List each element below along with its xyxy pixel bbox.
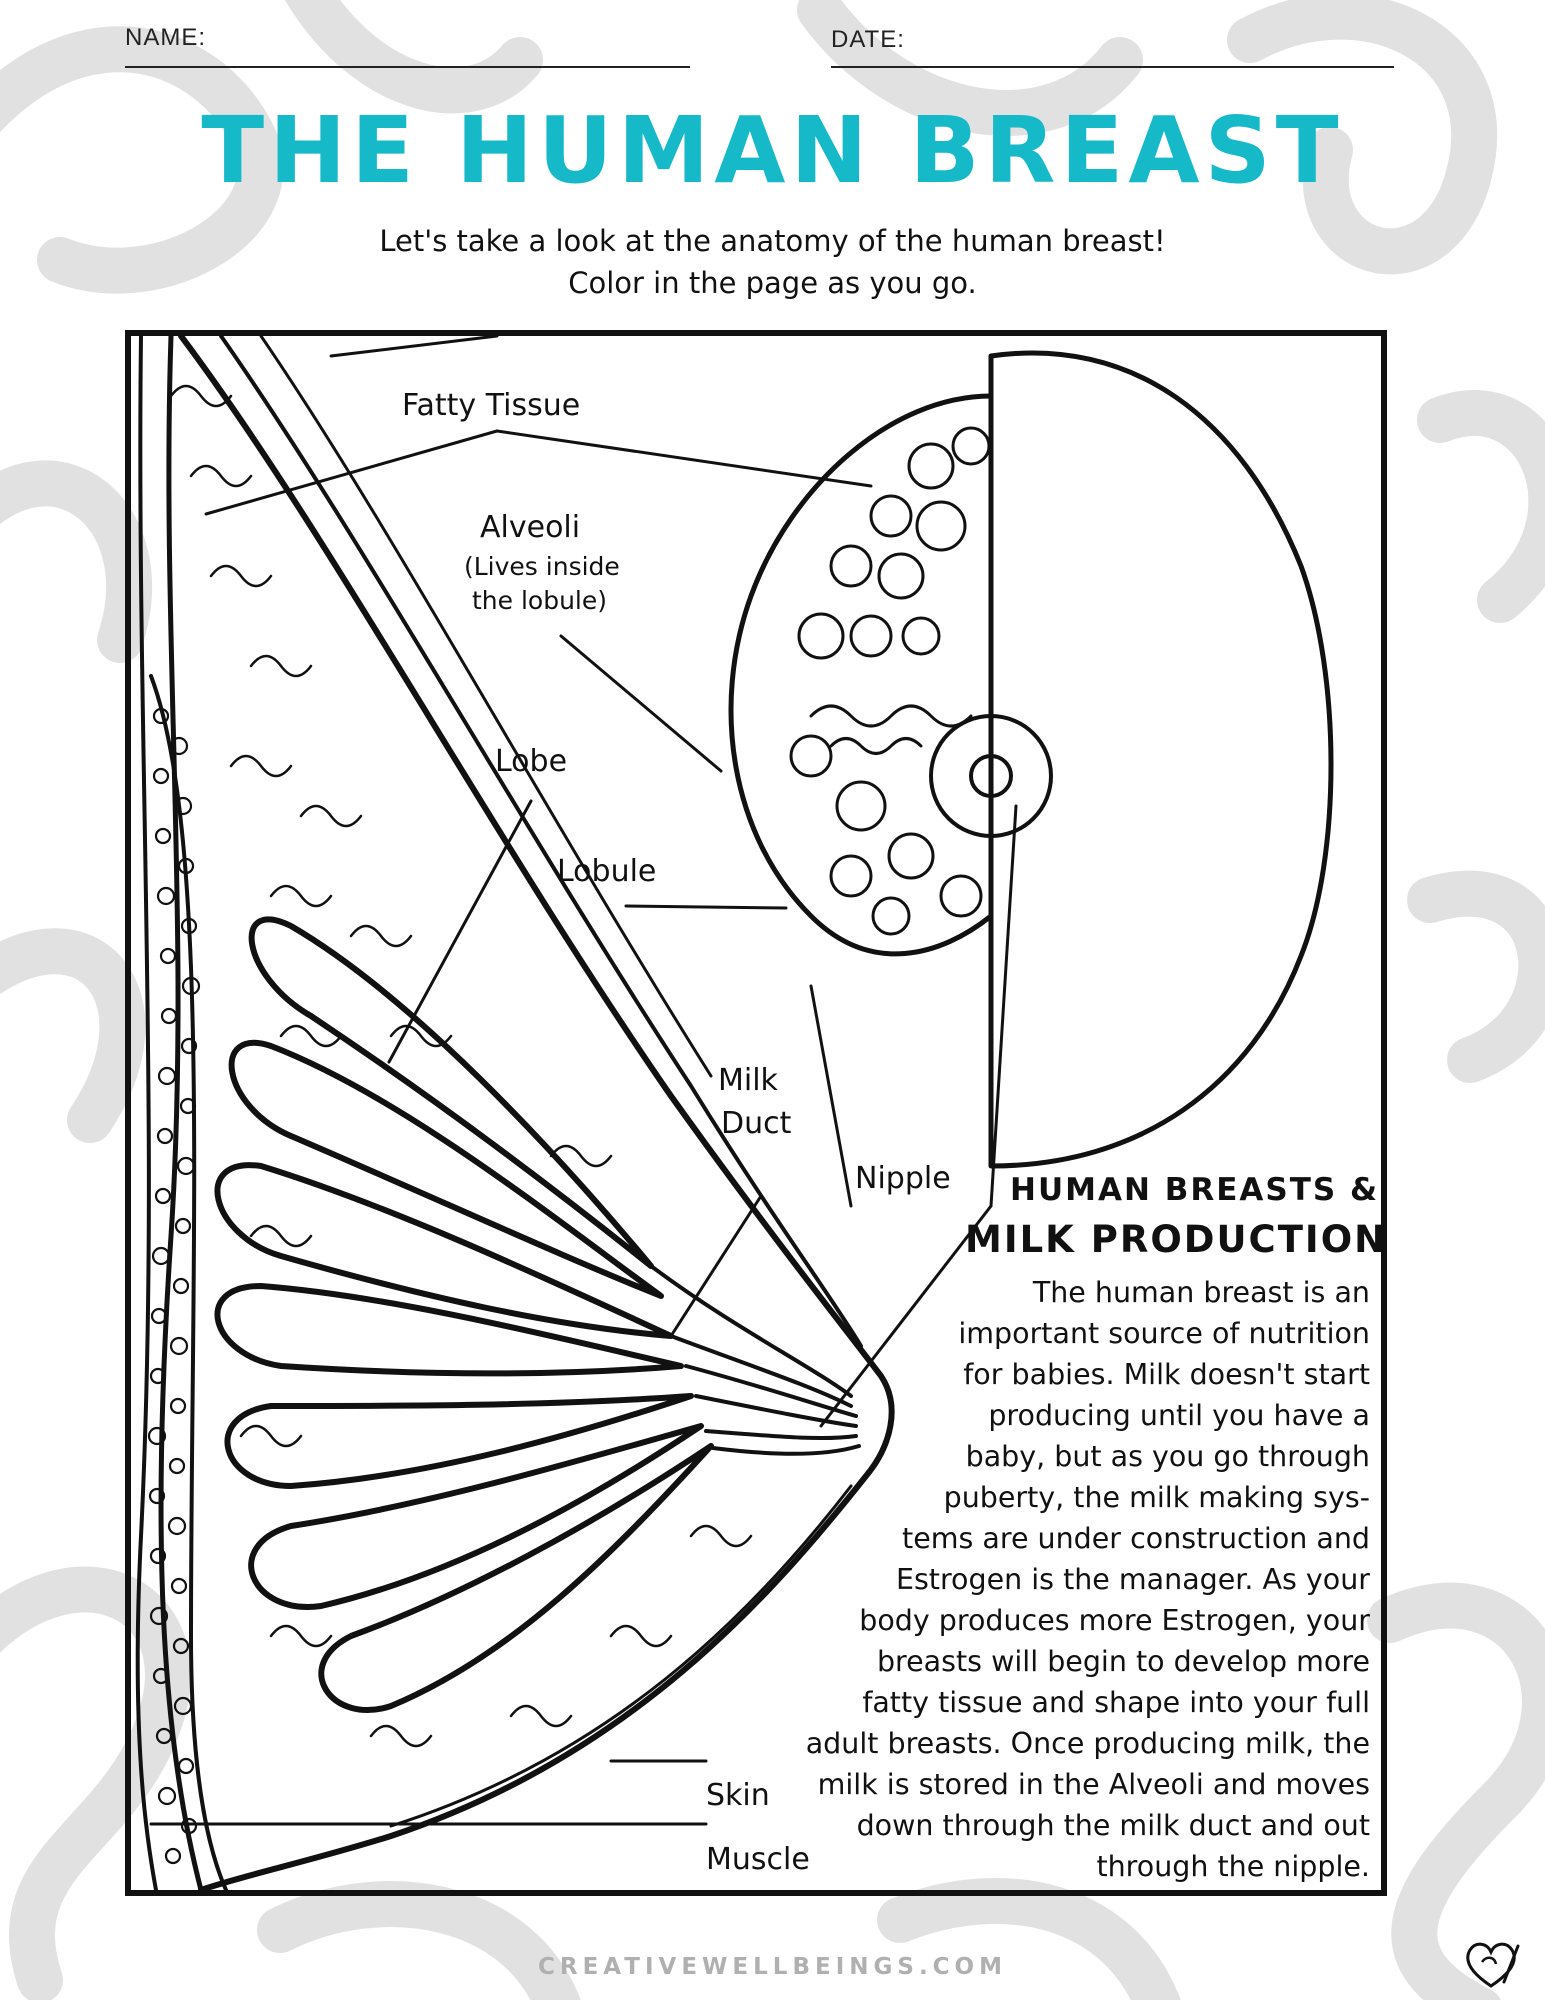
label-milk-duct-1: Milk — [718, 1063, 778, 1098]
label-lobe: Lobe — [495, 744, 568, 779]
heart-brush-logo-icon — [1460, 1938, 1522, 1992]
info-text-line: milk is stored in the Alveoli and moves — [817, 1768, 1370, 1801]
intro-line-1: Let's take a look at the anatomy of the human breast! — [379, 224, 1166, 258]
label-muscle: Muscle — [706, 1842, 810, 1877]
info-text-line: tems are under construction and — [902, 1522, 1370, 1555]
info-text-line: fatty tissue and shape into your full — [862, 1686, 1370, 1719]
info-title-line-2: MILK PRODUCTION — [965, 1218, 1388, 1261]
info-text-line: for babies. Milk doesn't start — [963, 1358, 1370, 1391]
info-text-line: important source of nutrition — [958, 1317, 1370, 1350]
label-lobule: Lobule — [557, 854, 657, 889]
label-alveoli-note-2: the lobule) — [472, 586, 608, 615]
info-text-line: Estrogen is the manager. As your — [895, 1563, 1370, 1596]
page-title: THE HUMAN BREAST — [201, 97, 1344, 204]
name-label: NAME: — [125, 24, 207, 51]
inset-breast-outline — [991, 353, 1331, 1166]
info-text-line: adult breasts. Once producing milk, the — [805, 1727, 1370, 1760]
info-text-line: producing until you have a — [988, 1399, 1370, 1432]
lobes — [217, 919, 711, 1710]
inset-lobule-cutaway — [731, 396, 991, 954]
info-text-line: The human breast is an — [1032, 1276, 1370, 1309]
intro-line-2: Color in the page as you go. — [568, 266, 977, 300]
info-text-line: breasts will begin to develop more — [876, 1645, 1370, 1678]
name-field-line[interactable] — [125, 66, 690, 68]
label-milk-duct-2: Duct — [721, 1106, 792, 1141]
label-alveoli: Alveoli — [480, 510, 581, 545]
info-text-line: body produces more Estrogen, your — [859, 1604, 1370, 1637]
info-text-line: baby, but as you go through — [965, 1440, 1370, 1473]
info-text-line: down through the milk duct and out — [856, 1809, 1370, 1842]
info-title-line-1: HUMAN BREASTS & — [1010, 1172, 1379, 1208]
footer-website: CREATIVEWELLBEINGS.COM — [537, 1954, 1007, 1980]
date-field-line[interactable] — [831, 66, 1394, 68]
label-nipple: Nipple — [855, 1161, 951, 1196]
info-text-line: through the nipple. — [1096, 1850, 1370, 1883]
date-label: DATE: — [831, 26, 905, 53]
label-skin: Skin — [706, 1778, 770, 1813]
label-fatty-tissue: Fatty Tissue — [402, 388, 581, 423]
info-text-line: puberty, the milk making sys- — [943, 1481, 1370, 1514]
label-alveoli-note-1: (Lives inside — [464, 552, 620, 581]
inset-alveoli — [791, 428, 989, 934]
